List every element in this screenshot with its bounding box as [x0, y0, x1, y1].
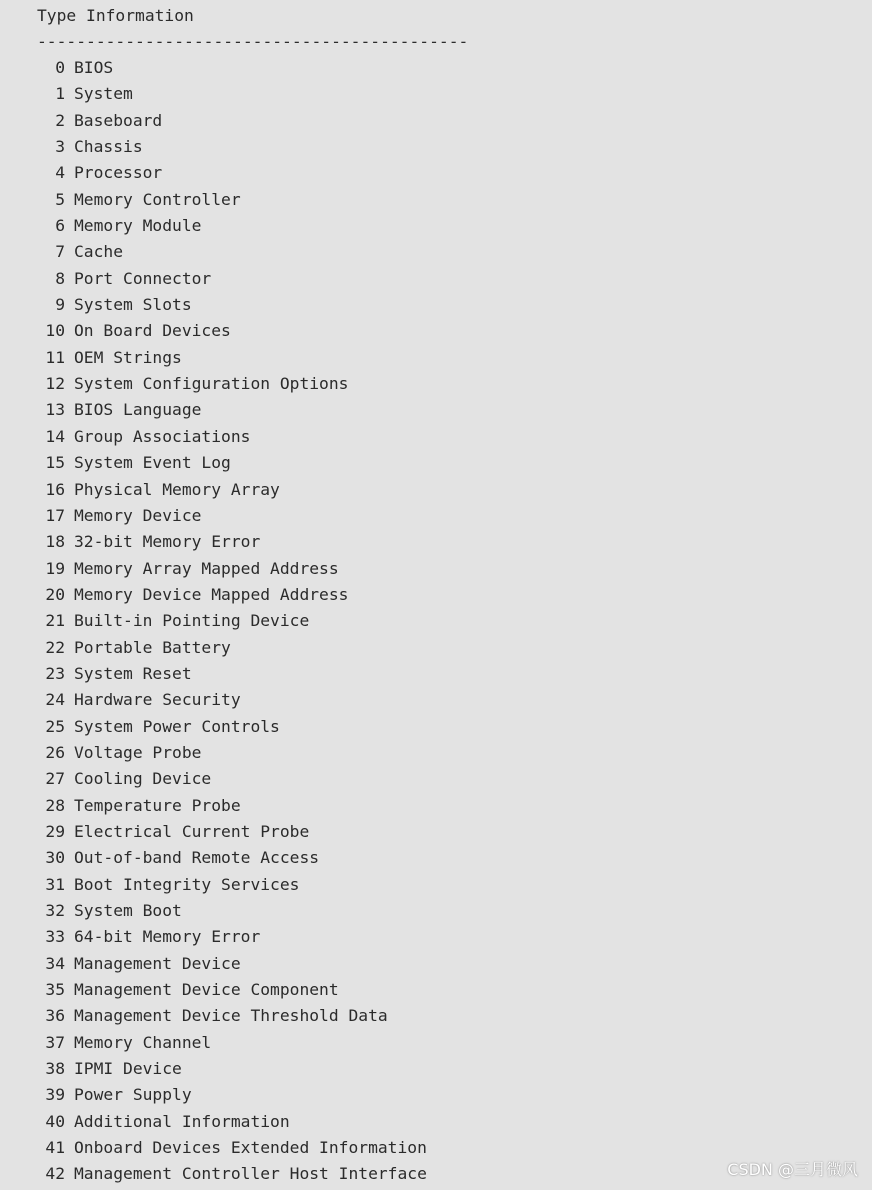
type-name: Management Device Component: [74, 980, 339, 1000]
type-number: 22: [45, 637, 65, 657]
type-name: BIOS Language: [74, 400, 202, 420]
type-row: [0, 1032, 427, 1058]
type-row: [0, 373, 427, 399]
type-name: Memory Device Mapped Address: [74, 584, 349, 604]
type-row: [0, 1005, 427, 1031]
type-number: 5: [55, 189, 65, 209]
type-number: 3: [55, 137, 65, 157]
type-number: 37: [45, 1032, 65, 1052]
type-row: [0, 716, 427, 742]
type-name: Physical Memory Array: [74, 479, 280, 499]
type-row: [0, 110, 427, 136]
type-name: Electrical Current Probe: [74, 821, 310, 841]
type-row: [0, 268, 427, 294]
type-number: 7: [55, 242, 65, 262]
type-number: 0: [55, 58, 65, 77]
type-list: [0, 57, 427, 1190]
type-row: [0, 742, 427, 768]
type-name: Management Device: [74, 953, 241, 973]
type-row: [0, 900, 427, 926]
type-row: [0, 874, 427, 900]
type-row: [0, 768, 427, 794]
type-name: Processor: [74, 163, 163, 183]
type-row: [0, 1084, 427, 1110]
type-name: Power Supply: [74, 1085, 192, 1105]
type-row: [0, 847, 427, 873]
type-row: [0, 57, 427, 83]
type-number: 15: [45, 453, 65, 473]
type-row: [0, 162, 427, 188]
type-row: [0, 426, 427, 452]
type-name: Memory Device: [74, 505, 202, 525]
csdn-watermark: CSDN @三月微风: [727, 1160, 858, 1179]
type-number: 40: [45, 1111, 65, 1131]
type-number: 10: [45, 321, 65, 341]
type-name: IPMI Device: [74, 1059, 182, 1079]
type-row: [0, 663, 427, 689]
type-name: Baseboard: [74, 110, 163, 130]
type-row: [0, 241, 427, 267]
type-name: Chassis: [74, 137, 143, 157]
type-name: Memory Channel: [74, 1032, 212, 1052]
type-number: 28: [45, 795, 65, 815]
type-name: Out-of-band Remote Access: [74, 848, 320, 868]
type-row: [0, 584, 427, 610]
type-number: 33: [45, 927, 65, 947]
type-row: [0, 294, 427, 320]
type-row: [0, 1111, 427, 1137]
type-number: 9: [55, 295, 65, 315]
type-row: [0, 821, 427, 847]
type-name: On Board Devices: [74, 321, 231, 341]
type-number: 24: [45, 690, 65, 710]
type-number: 27: [45, 769, 65, 789]
type-name: Built-in Pointing Device: [74, 611, 310, 631]
type-row: [0, 689, 427, 715]
type-name: Management Controller Host Interface: [74, 1164, 427, 1184]
type-row: [0, 637, 427, 663]
type-number: 12: [45, 374, 65, 394]
type-number: 25: [45, 716, 65, 736]
type-number: 2: [55, 110, 65, 130]
type-name: Memory Controller: [74, 189, 241, 209]
type-row: [0, 1058, 427, 1084]
type-row: [0, 136, 427, 162]
type-name: System Reset: [74, 663, 192, 683]
type-number: 23: [45, 663, 65, 683]
type-row: [0, 795, 427, 821]
type-number: 36: [45, 1006, 65, 1026]
type-name: BIOS: [74, 58, 114, 77]
type-name: Temperature Probe: [74, 795, 241, 815]
type-number: 35: [45, 980, 65, 1000]
type-name: Port Connector: [74, 268, 212, 288]
type-number: 1: [55, 84, 65, 104]
type-name: Hardware Security: [74, 690, 241, 710]
type-row: [0, 505, 427, 531]
type-number: 30: [45, 848, 65, 868]
type-number: 32: [45, 901, 65, 920]
type-row: [0, 926, 427, 952]
type-name: Portable Battery: [74, 637, 231, 657]
type-number: 14: [45, 426, 65, 446]
type-number: 4: [55, 163, 65, 183]
type-name: Cooling Device: [74, 769, 212, 789]
type-name: Memory Module: [74, 216, 202, 236]
type-row: [0, 979, 427, 1005]
type-row: [0, 610, 427, 636]
type-name: System Boot: [74, 901, 182, 920]
type-row: [0, 558, 427, 584]
type-name: System Slots: [74, 295, 192, 315]
type-name: Management Device Threshold Data: [74, 1006, 388, 1026]
type-name: Cache: [74, 242, 124, 262]
type-row: [0, 83, 427, 109]
type-number: 13: [45, 400, 65, 420]
type-row: [0, 479, 427, 505]
type-row: [0, 953, 427, 979]
type-name: Additional Information: [74, 1111, 290, 1131]
type-row: [0, 452, 427, 478]
type-name: 32-bit Memory Error: [74, 532, 261, 552]
type-row: [0, 215, 427, 241]
type-number: 31: [45, 874, 65, 894]
type-number: 21: [45, 611, 65, 631]
type-number: 26: [45, 742, 65, 762]
type-name: System Power Controls: [74, 716, 280, 736]
type-number: 8: [55, 268, 65, 288]
type-row: [0, 1137, 427, 1163]
type-row: [0, 531, 427, 557]
type-number: 42: [45, 1164, 65, 1184]
type-name: 64-bit Memory Error: [74, 927, 261, 947]
type-row: [0, 347, 427, 373]
type-number: 19: [45, 558, 65, 578]
type-number: 20: [45, 584, 65, 604]
type-number: 11: [45, 347, 65, 367]
type-row: [0, 320, 427, 346]
type-name: System Event Log: [74, 453, 231, 473]
type-number: 18: [45, 532, 65, 552]
type-name: System Configuration Options: [74, 374, 349, 394]
type-name: Memory Array Mapped Address: [74, 558, 339, 578]
type-row: [0, 189, 427, 215]
type-number: 41: [45, 1138, 65, 1158]
type-row: [0, 399, 427, 425]
type-number: 17: [45, 505, 65, 525]
type-name: Onboard Devices Extended Information: [74, 1138, 427, 1158]
type-number: 38: [45, 1059, 65, 1079]
type-information-header: Type Information: [37, 6, 194, 25]
type-number: 39: [45, 1085, 65, 1105]
type-number: 34: [45, 953, 65, 973]
type-name: Voltage Probe: [74, 742, 202, 762]
type-name: OEM Strings: [74, 347, 182, 367]
type-name: System: [74, 84, 133, 104]
type-name: Boot Integrity Services: [74, 874, 300, 894]
header-separator: --------------------------------------------: [37, 32, 469, 51]
type-number: 29: [45, 821, 65, 841]
type-name: Group Associations: [74, 426, 251, 446]
type-number: 6: [55, 216, 65, 236]
type-number: 16: [45, 479, 65, 499]
